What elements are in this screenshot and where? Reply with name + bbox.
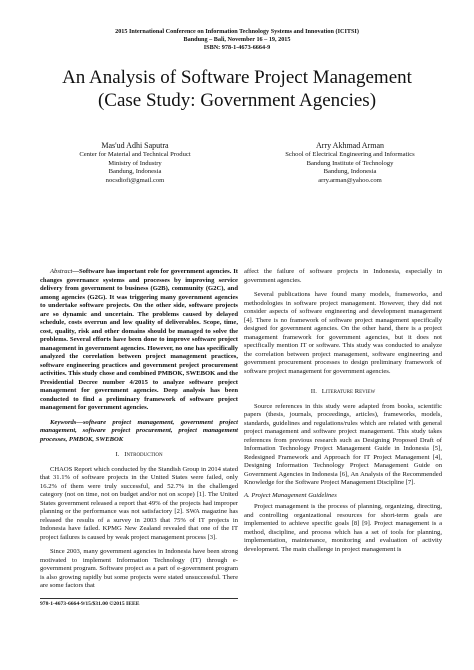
author-name: Mas'ud Adhi Saputra (101, 141, 169, 150)
conference-location: Bandung – Bali, November 16 – 19, 2015 (183, 36, 291, 43)
section-heading-introduction (40, 451, 238, 460)
author-institution: Bandung Institute of Technology (306, 159, 394, 167)
title-line-1: An Analysis of Software Project Management (62, 67, 412, 88)
section-numeral: I. (115, 451, 120, 458)
conference-isbn: ISBN: 978-1-4673-6664-9 (203, 44, 271, 51)
intro-paragraph-3: Several publications have found many models, frameworks, and methodologies in software project management. However, they did not consider aspects of software engineering and development management [4]. There is no framework of software project management specifically designed for government agencies. On the other hand, there is a project management framework for government agencies, but it does not specifically mention IT or software. This study was conducted to analyze the correlation between project management, software engineering and government procurement processes to design preliminary framework of software project management for government agencies. (244, 291, 442, 375)
author-city: Bandung, Indonesia (323, 168, 377, 176)
right-column (244, 268, 442, 554)
abstract-text: —Software has important role for government agencies. It changes governance systems and processes by improving service delivery from government to business (G2B), community (G2C), and among agencies (G2G). It was triggering many government agencies to undertake software projects. On the other side, software projects are so dynamic and uncertain. The problems caused by delayed schedule, costs overrun and low quality of deliverables. Scope, time, cost, quality, risk and other domains should be managed to solve the problems. Several efforts have been done to improve software project management in government agencies. However, no one has specifically analyzed the correlation between project management practices, software engineering practices and government project procurement activities. This study chose and combined PMBOK, SWEBOK and the Presidential Decree number 4/2015 to analyze software project management for government agencies. Deep analysis has been conducted to find a preliminary framework of software project management for government agencies. (40, 268, 238, 411)
intro-continued: affect the failure of software projects in Indonesia, especially in government agencies. (244, 268, 442, 284)
conference-name: 2015 International Conference on Information Technology Systems and Innovation (ICITSI) (115, 28, 359, 35)
keywords (40, 419, 238, 445)
author-name: Arry Akhmad Arman (316, 141, 384, 150)
literature-paragraph-2: Project management is the process of planning, organizing, directing, and controlling organizational resources for short-term goals are implemented to achieve specific goals [8] [9]. Project management is a method, discipline, and process which has a set of tools for planning, implementation, maintenance, monitoring and evaluation of activity development. The main challenge in project management is (244, 503, 442, 553)
copyright-footer: 978-1-4673-6664-9/15/$31.00 ©2015 IEEE (40, 598, 238, 607)
section-title: Introduction (124, 451, 163, 458)
abstract-label: Abstract (50, 268, 73, 275)
left-column (40, 268, 238, 591)
author-affiliation: School of Electrical Engineering and Informatics (285, 151, 415, 158)
author-city: Bandung, Indonesia (108, 168, 162, 176)
author-block-1 (40, 140, 230, 185)
keywords-text: —software project management, government project management, software project procurement, project management processes, PMBOK, SWEBOK (40, 418, 238, 443)
author-affiliation: Center for Material and Technical Product (79, 151, 191, 158)
author-institution: Ministry of Industry (108, 159, 162, 167)
section-heading-literature-review (244, 388, 442, 397)
intro-paragraph-2: Since 2003, many government agencies in Indonesia have been strong motivated to implement Information Technology (IT) through e-government program. Software project as a part of e-government program is also growing rapidly but some projects were stated unsuccessful. There are some factors that (40, 548, 238, 589)
author-email: nocsdiofi@gmail.com (105, 176, 165, 184)
literature-paragraph-1: Source references in this study were adapted from books, scientific papers (thesis, journals, proceedings, articles), frameworks, models, standards, guidelines and regulations/rules which are related with general project management and software project management. This study takes references from previous research such as Designing Proposed Draft of Information Technology Project Management Guide in Indonesia [5], Redesigned Framework and Approach for IT Project Management [4], Designing Information Technology Project Management Guide on Government Agencies in Indonesia [6], An Analysis of the Recommended Knowledge for the Software Project Management Discipline [7]. (244, 402, 442, 486)
keywords-label: Keywords (50, 418, 77, 426)
section-title: Literature Review (321, 388, 376, 395)
title-line-2: (Case Study: Government Agencies) (97, 90, 377, 111)
conference-header (0, 28, 474, 52)
abstract (40, 268, 238, 413)
author-email: arry.arman@yahoo.com (318, 176, 382, 184)
author-block-2 (250, 140, 450, 185)
paper-title (0, 66, 474, 112)
intro-paragraph-1: CHAOS Report which conducted by the Standish Group in 2014 stated that 31.1% of software projects in the United States were failed, only 16.2% of them were truly successful, and 52.7% in the challenged category (not on time, not on budget and/or not on scope) [1]. The United States government released a report that 49% of the projects had improper planning or the performance was not satisfactory [2]. SWA magazine has released the results of a survey in 2003 that 75% of IT projects in Indonesia have failed. KPMG New Zealand revealed that one of the IT project failures is caused by weak project management process [3]. (40, 465, 238, 541)
subsection-heading: A. Project Management Guidelines (244, 491, 337, 499)
section-numeral: II. (310, 388, 317, 395)
